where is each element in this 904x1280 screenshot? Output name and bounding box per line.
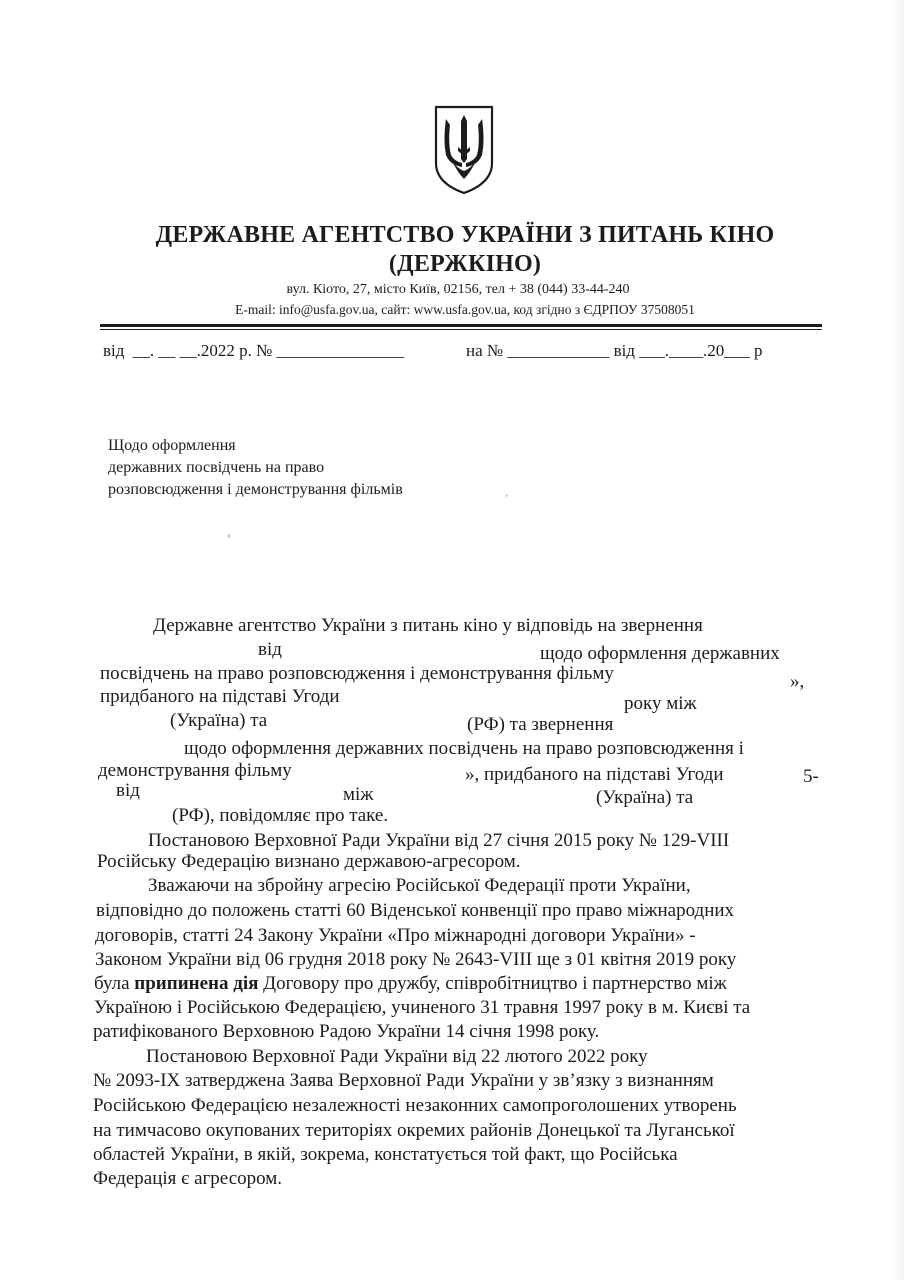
agency-contacts: E-mail: info@usfa.gov.ua, сайт: www.usfa.gov.ua, код згідно з ЄДРПОУ 37508051 xyxy=(235,302,695,317)
body-line: Російською Федерацією незалежності незаконних самопроголошених утворень xyxy=(93,1095,737,1116)
header-rule-thick xyxy=(100,324,822,327)
body-line: », xyxy=(790,671,805,692)
outgoing-number: від __. __ __.2022 р. № _______________ xyxy=(103,341,405,360)
body-line: Державне агентство України з питань кіно у відповідь на звернення xyxy=(153,615,703,636)
subject-line: державних посвідчень на право xyxy=(108,459,325,476)
subject-line: Щодо оформлення xyxy=(108,437,236,454)
body-line: Постановою Верховної Ради України від 27 січня 2015 року № 129-VIII xyxy=(148,830,730,851)
header-rule-thin xyxy=(100,329,822,330)
body-line: щодо оформлення державних xyxy=(540,643,780,664)
body-line: (РФ), повідомляє про таке. xyxy=(172,805,389,826)
body-line: областей України, в якій, зокрема, констатується той факт, що Російська xyxy=(93,1144,678,1165)
scan-speck xyxy=(227,534,231,538)
body-line: демонстрування фільму xyxy=(98,760,292,781)
body-line: посвідчень на право розповсюдження і демонстрування фільму xyxy=(100,663,614,684)
body-line: ратифікованого Верховною Радою України 14 січня 1998 року. xyxy=(93,1021,600,1042)
body-line: Федерація є агресором. xyxy=(93,1168,283,1189)
scan-edge-shadow xyxy=(890,0,904,1280)
incoming-reference: на № ____________ від ___.____.20___ р xyxy=(466,341,763,360)
coat-of-arms-icon xyxy=(432,103,496,195)
body-line: року між xyxy=(624,693,697,714)
body-line: від xyxy=(258,639,282,660)
body-line: була припинена дія Договору про дружбу, співробітництво і партнерство між xyxy=(94,973,727,994)
body-line: відповідно до положень статті 60 Віденської конвенції про право міжнародних xyxy=(96,900,735,921)
body-line: (Україна) та xyxy=(170,710,268,731)
agency-name: ДЕРЖАВНЕ АГЕНТСТВО УКРАЇНИ З ПИТАНЬ КІНО xyxy=(155,222,775,248)
body-line: договорів, статті 24 Закону України «Про міжнародні договори України» - xyxy=(95,925,696,946)
body-line: № 2093-IX затверджена Заява Верховної Ради України у зв’язку з визнанням xyxy=(93,1070,714,1091)
body-line: на тимчасово окупованих територіях окремих районів Донецької та Луганської xyxy=(93,1120,735,1141)
body-line: щодо оформлення державних посвідчень на право розповсюдження і xyxy=(184,738,744,759)
body-line: 5- xyxy=(803,766,819,787)
body-line: Україною і Російською Федерацією, учиненого 31 травня 1997 року в м. Києві та xyxy=(94,997,751,1018)
body-line: Російську Федерацію визнано державою-агресором. xyxy=(97,851,521,872)
subject-line: розповсюдження і демонстрування фільмів xyxy=(108,481,403,498)
body-line: між xyxy=(343,784,374,805)
body-line: придбаного на підставі Угоди xyxy=(100,686,340,707)
body-line: (Україна) та xyxy=(596,787,694,808)
agency-address: вул. Кіото, 27, місто Київ, 02156, тел + 38 (044) 33-44-240 xyxy=(286,282,630,297)
body-line: », придбаного на підставі Угоди xyxy=(465,764,724,785)
body-line: Постановою Верховної Ради України від 22 лютого 2022 року xyxy=(146,1046,648,1067)
body-line: (РФ) та звернення xyxy=(467,714,614,735)
emphasis-bold: припинена дія xyxy=(134,973,259,994)
body-line: Законом України від 06 грудня 2018 року № 2643-VIII ще з 01 квітня 2019 року xyxy=(95,949,737,970)
agency-abbreviation: (ДЕРЖКІНО) xyxy=(388,251,542,277)
body-line: Зважаючи на збройну агресію Російської Федерації проти України, xyxy=(148,875,691,896)
body-line: від xyxy=(116,780,140,801)
scan-speck xyxy=(505,494,508,497)
